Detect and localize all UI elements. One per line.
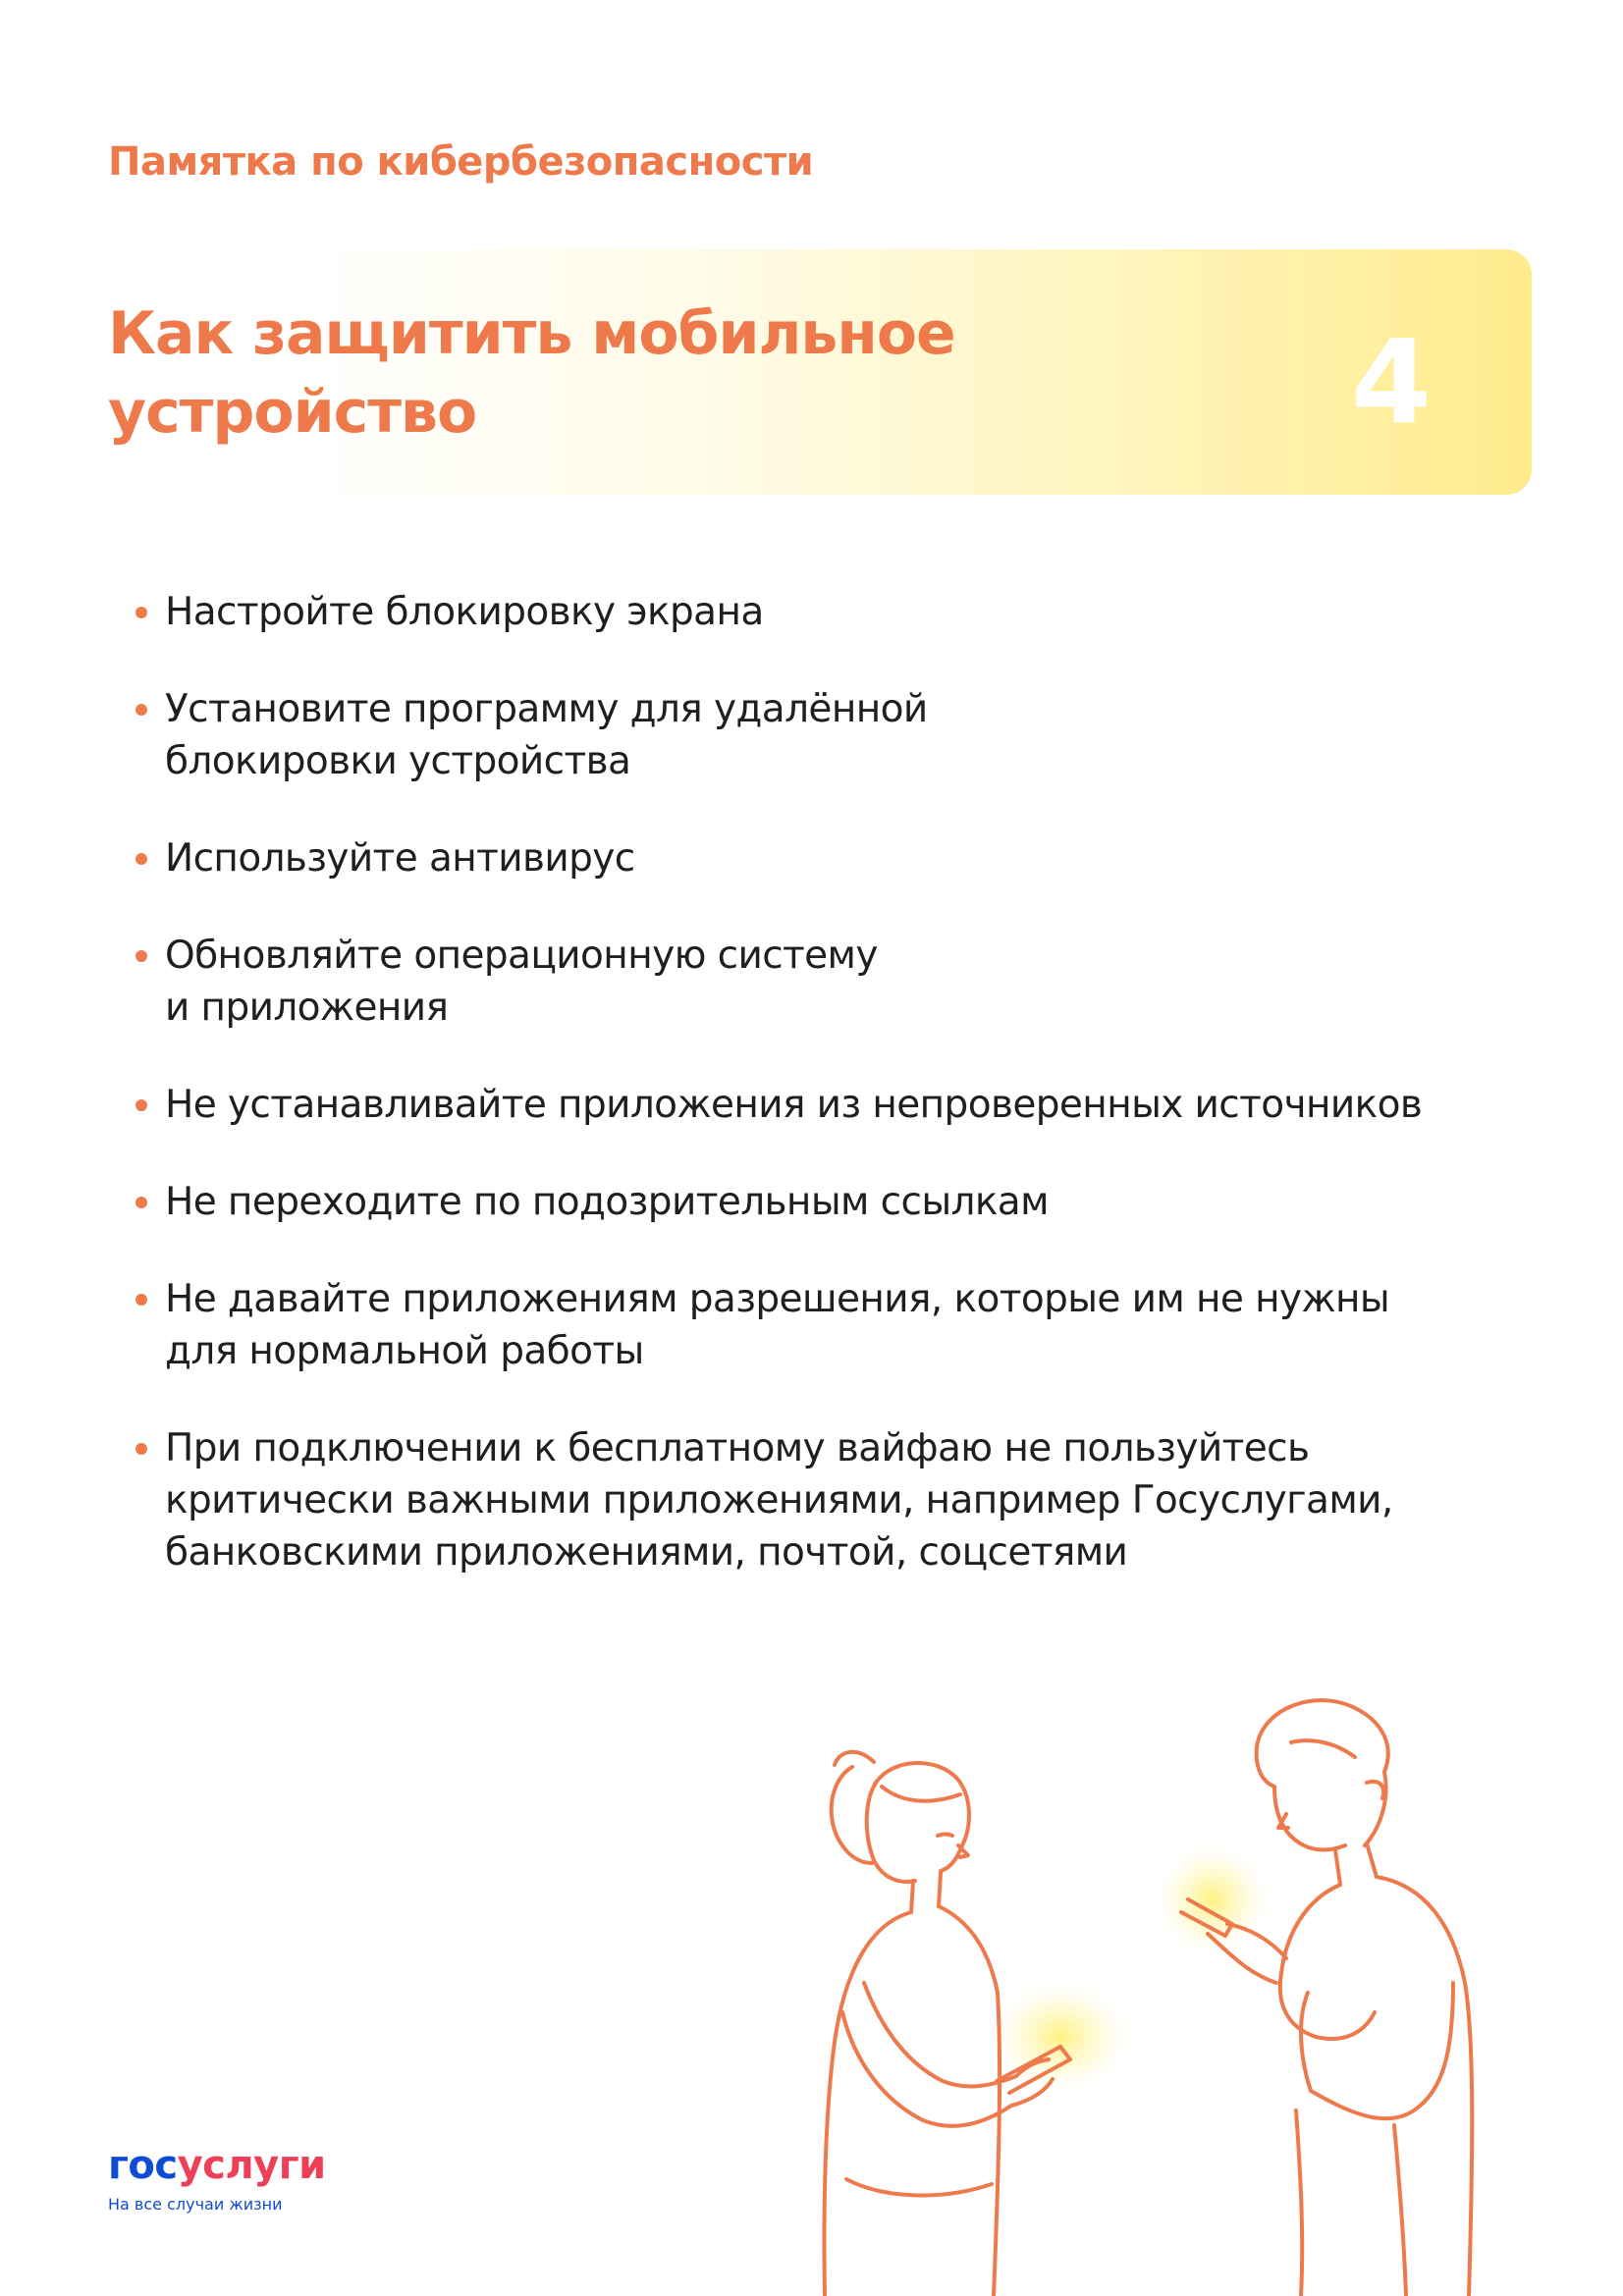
brand-wordmark xyxy=(108,2143,326,2188)
bullet-icon xyxy=(135,950,147,962)
tip-item xyxy=(135,586,1471,638)
tip-text: Не давайте приложениям разрешения, которые им не нужны для нормальной работы xyxy=(165,1277,1390,1373)
brand-name-part1: гос xyxy=(108,2143,178,2188)
tip-item xyxy=(135,1176,1471,1228)
brand-tagline: На все случаи жизни xyxy=(108,2195,283,2214)
section-number: 4 xyxy=(1351,314,1433,450)
tip-text: Не переходите по подозрительным ссылкам xyxy=(165,1180,1049,1224)
brand-name-part2: услуги xyxy=(177,2143,326,2188)
tip-item xyxy=(135,1079,1471,1131)
tip-text: При подключении к бесплатному вайфаю не пользуйтесь критически важными приложениями, например Госуслугами, банковскими приложениями, почтой, соцсетями xyxy=(165,1426,1393,1575)
bullet-icon xyxy=(135,1197,147,1208)
bullet-icon xyxy=(135,1294,147,1306)
bullet-icon xyxy=(135,1443,147,1455)
tip-text: Настройте блокировку экрана xyxy=(165,590,764,634)
tip-item xyxy=(135,1273,1471,1377)
tip-text: Не устанавливайте приложения из непроверенных источников xyxy=(165,1083,1423,1127)
tip-text: Установите программу для удалённой блокировки устройства xyxy=(165,687,928,783)
page-title: Как защитить мобильное устройство xyxy=(108,299,955,447)
bullet-icon xyxy=(135,853,147,865)
bullet-icon xyxy=(135,607,147,618)
tip-text: Используйте антивирус xyxy=(165,836,635,881)
tip-item xyxy=(135,930,1471,1034)
tip-text: Обновляйте операционную систему и приложения xyxy=(165,934,878,1030)
people-with-phones-illustration xyxy=(766,1688,1512,2296)
bullet-icon xyxy=(135,704,147,716)
tip-item xyxy=(135,1422,1471,1578)
tip-item xyxy=(135,683,1471,787)
gosuslugi-logo xyxy=(108,2143,326,2214)
document-kicker: Памятка по кибербезопасности xyxy=(108,139,814,185)
bullet-icon xyxy=(135,1099,147,1111)
tip-item xyxy=(135,832,1471,884)
tips-list xyxy=(135,586,1471,1624)
man-figure xyxy=(1181,1700,1472,2296)
